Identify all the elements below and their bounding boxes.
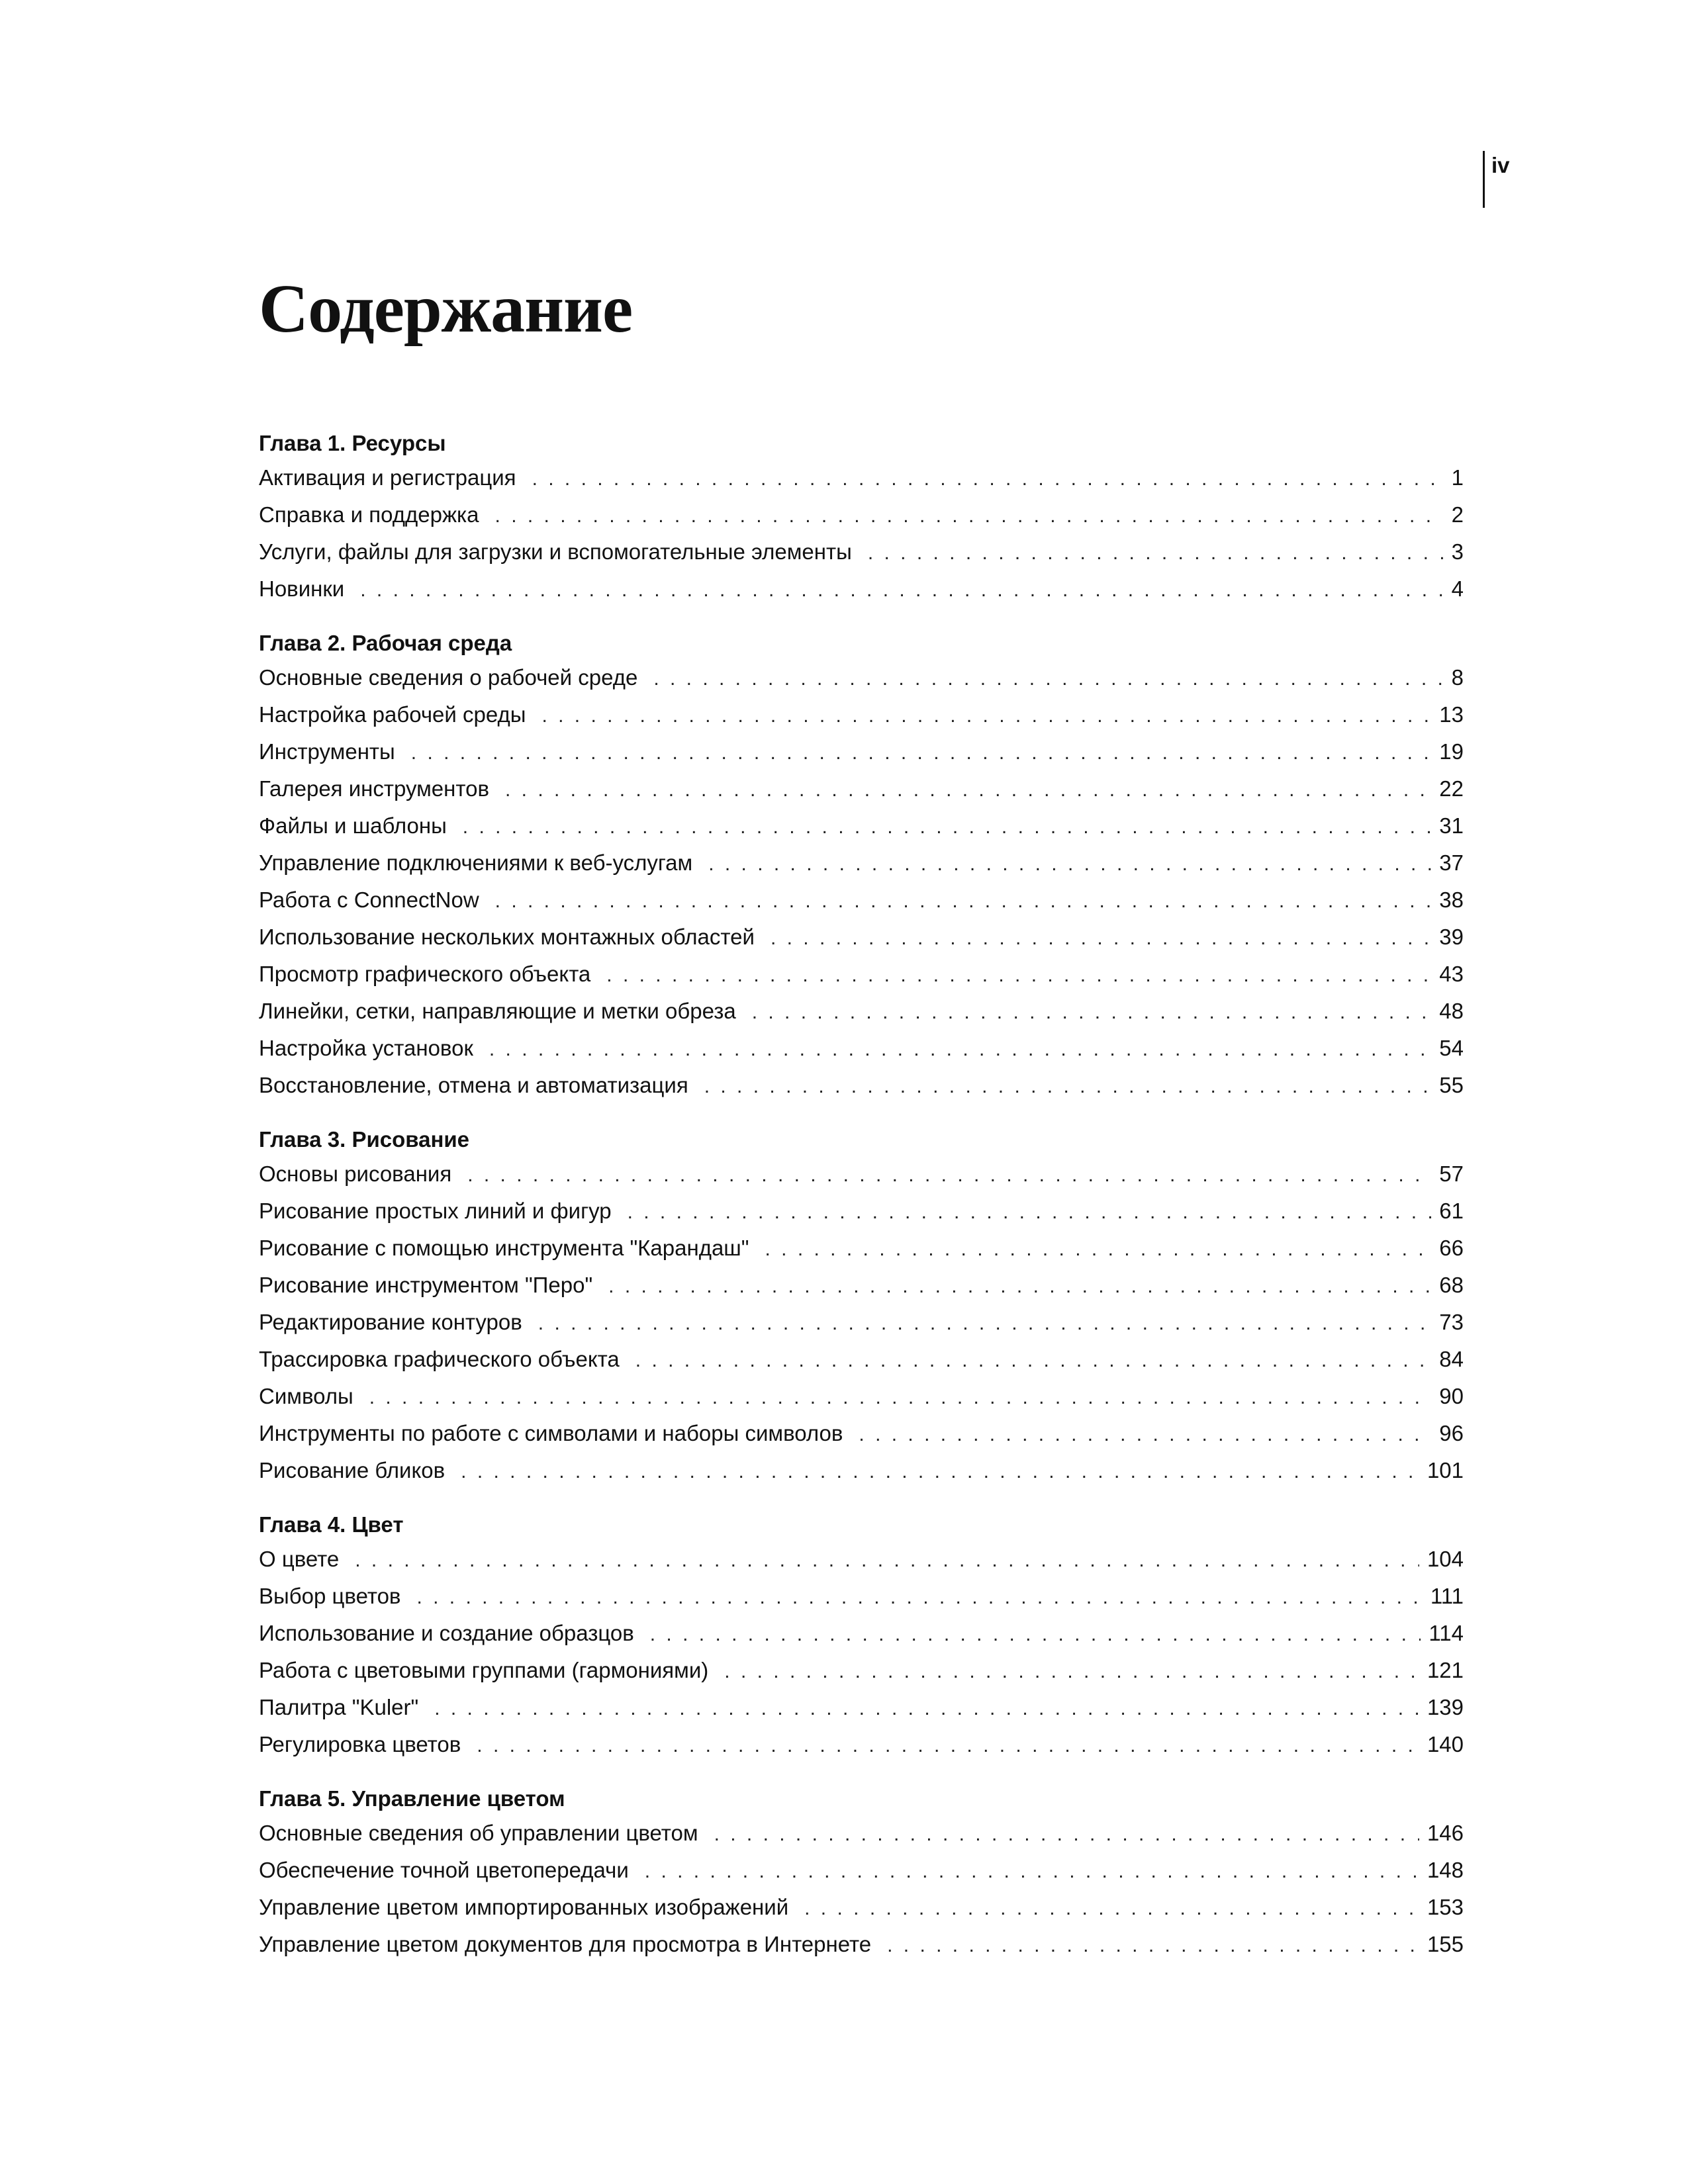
toc-chapter [259,429,1464,608]
toc-entry-label[interactable]: Управление подключениями к веб-услугам [259,850,693,875]
toc-entry[interactable] [259,1452,1464,1489]
toc-entry-label[interactable]: Управление цветом импортированных изображений [259,1895,789,1919]
toc-entry-label[interactable]: Символы [259,1384,353,1408]
toc-entry-label[interactable]: Основные сведения об управлении цветом [259,1821,698,1845]
toc-chapter [259,629,1464,1104]
toc-entry-page-number[interactable]: 140 [1427,1732,1464,1756]
toc-entry[interactable] [259,1156,1464,1193]
table-of-contents [259,429,1464,1984]
dot-leader [868,535,1444,572]
dot-leader [411,735,1432,772]
toc-entry-page-number[interactable]: 57 [1439,1161,1464,1186]
toc-entry-label[interactable]: Галерея инструментов [259,776,489,801]
dot-leader [538,1305,1431,1342]
dot-leader [606,957,1431,994]
toc-entry-label[interactable]: Услуги, файлы для загрузки и вспомогательные элементы [259,539,852,564]
toc-entry[interactable] [259,1689,1464,1726]
toc-entry[interactable] [259,844,1464,882]
dot-leader [628,1194,1432,1231]
toc-entry-page-number[interactable]: 54 [1439,1036,1464,1060]
toc-chapter [259,1784,1464,1963]
toc-entry-label[interactable]: Выбор цветов [259,1584,401,1608]
toc-entry-page-number[interactable]: 37 [1439,850,1464,875]
toc-entry-label[interactable]: Настройка рабочей среды [259,702,526,727]
dot-leader [495,883,1432,920]
toc-entry-page-number[interactable]: 146 [1427,1821,1464,1845]
dot-leader [887,1927,1419,1964]
dot-leader [645,1853,1419,1890]
toc-entry-page-number[interactable]: 90 [1439,1384,1464,1408]
toc-entry-page-number[interactable]: 111 [1430,1584,1464,1608]
dot-leader [463,809,1431,846]
page-number-block [1483,151,1510,208]
toc-entry-label[interactable]: Активация и регистрация [259,465,516,490]
dot-leader [714,1816,1419,1853]
toc-entry-page-number[interactable]: 22 [1439,776,1464,801]
toc-entry-page-number[interactable]: 84 [1439,1347,1464,1371]
dot-leader [434,1690,1419,1727]
toc-entry-page-number[interactable]: 114 [1429,1621,1464,1645]
toc-entry-label[interactable]: Использование и создание образцов [259,1621,634,1645]
toc-entry[interactable] [259,659,1464,696]
toc-entry-page-number[interactable]: 39 [1439,925,1464,949]
toc-entry[interactable] [259,1030,1464,1067]
dot-leader [859,1416,1431,1453]
toc-entry[interactable] [259,770,1464,807]
toc-entry-label[interactable]: Инструменты по работе с символами и наборы символов [259,1421,843,1445]
toc-entry[interactable] [259,459,1464,496]
dot-leader [355,1542,1419,1579]
toc-entry[interactable] [259,1726,1464,1763]
dot-leader [489,1031,1431,1068]
toc-entry[interactable] [259,1304,1464,1341]
dot-leader [532,461,1444,498]
toc-entry[interactable] [259,1267,1464,1304]
dot-leader [708,846,1431,883]
toc-entry[interactable] [259,1193,1464,1230]
page-title: Содержание [259,271,633,347]
chapter-title[interactable]: Глава 4. Цвет [259,1512,404,1537]
toc-entry[interactable] [259,733,1464,770]
toc-entry[interactable] [259,1230,1464,1267]
toc-entry[interactable] [259,533,1464,570]
toc-entry-label[interactable]: Файлы и шаблоны [259,813,447,838]
toc-entry[interactable] [259,496,1464,533]
toc-entry-page-number[interactable]: 101 [1427,1458,1464,1482]
dot-leader [752,994,1432,1031]
chapter-title[interactable]: Глава 2. Рабочая среда [259,631,512,655]
toc-entry-label[interactable]: Палитра "Kuler" [259,1695,419,1719]
toc-entry[interactable] [259,993,1464,1030]
toc-entry[interactable] [259,1652,1464,1689]
dot-leader [467,1157,1431,1194]
toc-entry-label[interactable]: Линейки, сетки, направляющие и метки обреза [259,999,736,1023]
chapter-title[interactable]: Глава 5. Управление цветом [259,1786,565,1811]
chapter-title[interactable]: Глава 3. Рисование [259,1127,470,1152]
toc-entry[interactable] [259,1067,1464,1104]
toc-entry-label[interactable]: Справка и поддержка [259,502,479,527]
dot-leader [635,1342,1432,1379]
dot-leader [369,1379,1432,1416]
dot-leader [608,1268,1431,1305]
toc-entry-label[interactable]: Обеспечение точной цветопередачи [259,1858,629,1882]
toc-entry-label[interactable]: Основы рисования [259,1161,452,1186]
toc-entry[interactable] [259,956,1464,993]
toc-entry[interactable] [259,882,1464,919]
toc-entry[interactable] [259,1815,1464,1852]
toc-chapter [259,1125,1464,1489]
toc-entry-page-number[interactable]: 153 [1427,1895,1464,1919]
toc-entry-label[interactable]: Регулировка цветов [259,1732,461,1756]
toc-entry-page-number[interactable]: 19 [1439,739,1464,764]
toc-entry-page-number[interactable]: 55 [1439,1073,1464,1097]
dot-leader [360,572,1443,609]
toc-entry-page-number[interactable]: 139 [1427,1695,1464,1719]
toc-entry-page-number[interactable]: 3 [1451,539,1464,564]
toc-entry-label[interactable]: Редактирование контуров [259,1310,522,1334]
toc-entry-label[interactable]: Инструменты [259,739,395,764]
toc-entry[interactable] [259,1889,1464,1926]
toc-entry-label[interactable]: Использование нескольких монтажных областей [259,925,755,949]
dot-leader [477,1727,1419,1764]
toc-entry[interactable] [259,696,1464,733]
toc-entry-label[interactable]: Трассировка графического объекта [259,1347,620,1371]
toc-entry-label[interactable]: Просмотр графического объекта [259,962,591,986]
toc-entry[interactable] [259,1341,1464,1378]
toc-entry-page-number[interactable]: 4 [1451,576,1464,601]
chapter-title[interactable]: Глава 1. Ресурсы [259,431,446,455]
toc-entry-page-number[interactable]: 13 [1439,702,1464,727]
dot-leader [650,1616,1421,1653]
dot-leader [461,1453,1419,1490]
dot-leader [771,920,1431,957]
toc-entry[interactable] [259,1615,1464,1652]
toc-entry-page-number[interactable]: 48 [1439,999,1464,1023]
page-number: iv [1491,153,1510,177]
dot-leader [416,1579,1422,1616]
toc-entry-label[interactable]: О цвете [259,1547,340,1571]
toc-entry[interactable] [259,1852,1464,1889]
dot-leader [804,1890,1419,1927]
toc-entry-page-number[interactable]: 68 [1439,1273,1464,1297]
toc-entry-label[interactable]: Рисование бликов [259,1458,445,1482]
toc-entry-label[interactable]: Работа с цветовыми группами (гармониями) [259,1658,709,1682]
toc-entry-label[interactable]: Управление цветом документов для просмотра в Интернете [259,1932,872,1956]
toc-entry-label[interactable]: Основные сведения о рабочей среде [259,665,638,690]
toc-entry-page-number[interactable]: 121 [1427,1658,1464,1682]
dot-leader [724,1653,1419,1690]
toc-entry-label[interactable]: Рисование инструментом "Перо" [259,1273,593,1297]
toc-entry[interactable] [259,570,1464,608]
toc-entry-page-number[interactable]: 61 [1439,1199,1464,1223]
dot-leader [505,772,1431,809]
toc-entry-label[interactable]: Работа с ConnectNow [259,887,479,912]
toc-entry[interactable] [259,1578,1464,1615]
toc-entry-label[interactable]: Рисование простых линий и фигур [259,1199,612,1223]
toc-entry-page-number[interactable]: 8 [1451,665,1464,690]
toc-entry-page-number[interactable]: 1 [1451,465,1464,490]
toc-entry[interactable] [259,1541,1464,1578]
toc-entry-page-number[interactable]: 73 [1439,1310,1464,1334]
toc-entry-page-number[interactable]: 66 [1439,1236,1464,1260]
toc-entry-page-number[interactable]: 155 [1427,1932,1464,1956]
toc-entry[interactable] [259,807,1464,844]
dot-leader [495,498,1444,535]
toc-entry[interactable] [259,1378,1464,1415]
dot-leader [541,698,1431,735]
toc-entry-page-number[interactable]: 2 [1451,502,1464,527]
toc-entry-label[interactable]: Восстановление, отмена и автоматизация [259,1073,688,1097]
toc-entry-label[interactable]: Настройка установок [259,1036,473,1060]
toc-entry-page-number[interactable]: 43 [1439,962,1464,986]
toc-entry-page-number[interactable]: 96 [1439,1421,1464,1445]
dot-leader [765,1231,1432,1268]
toc-entry-page-number[interactable]: 148 [1427,1858,1464,1882]
toc-entry[interactable] [259,919,1464,956]
toc-entry-label[interactable]: Рисование с помощью инструмента "Карандаш" [259,1236,749,1260]
toc-chapter [259,1510,1464,1763]
toc-entry-page-number[interactable]: 104 [1427,1547,1464,1571]
toc-entry[interactable] [259,1415,1464,1452]
toc-entry-label[interactable]: Новинки [259,576,345,601]
toc-entry-page-number[interactable]: 31 [1439,813,1464,838]
dot-leader [653,660,1443,698]
toc-entry-page-number[interactable]: 38 [1439,887,1464,912]
dot-leader [704,1068,1432,1105]
toc-entry[interactable] [259,1926,1464,1963]
